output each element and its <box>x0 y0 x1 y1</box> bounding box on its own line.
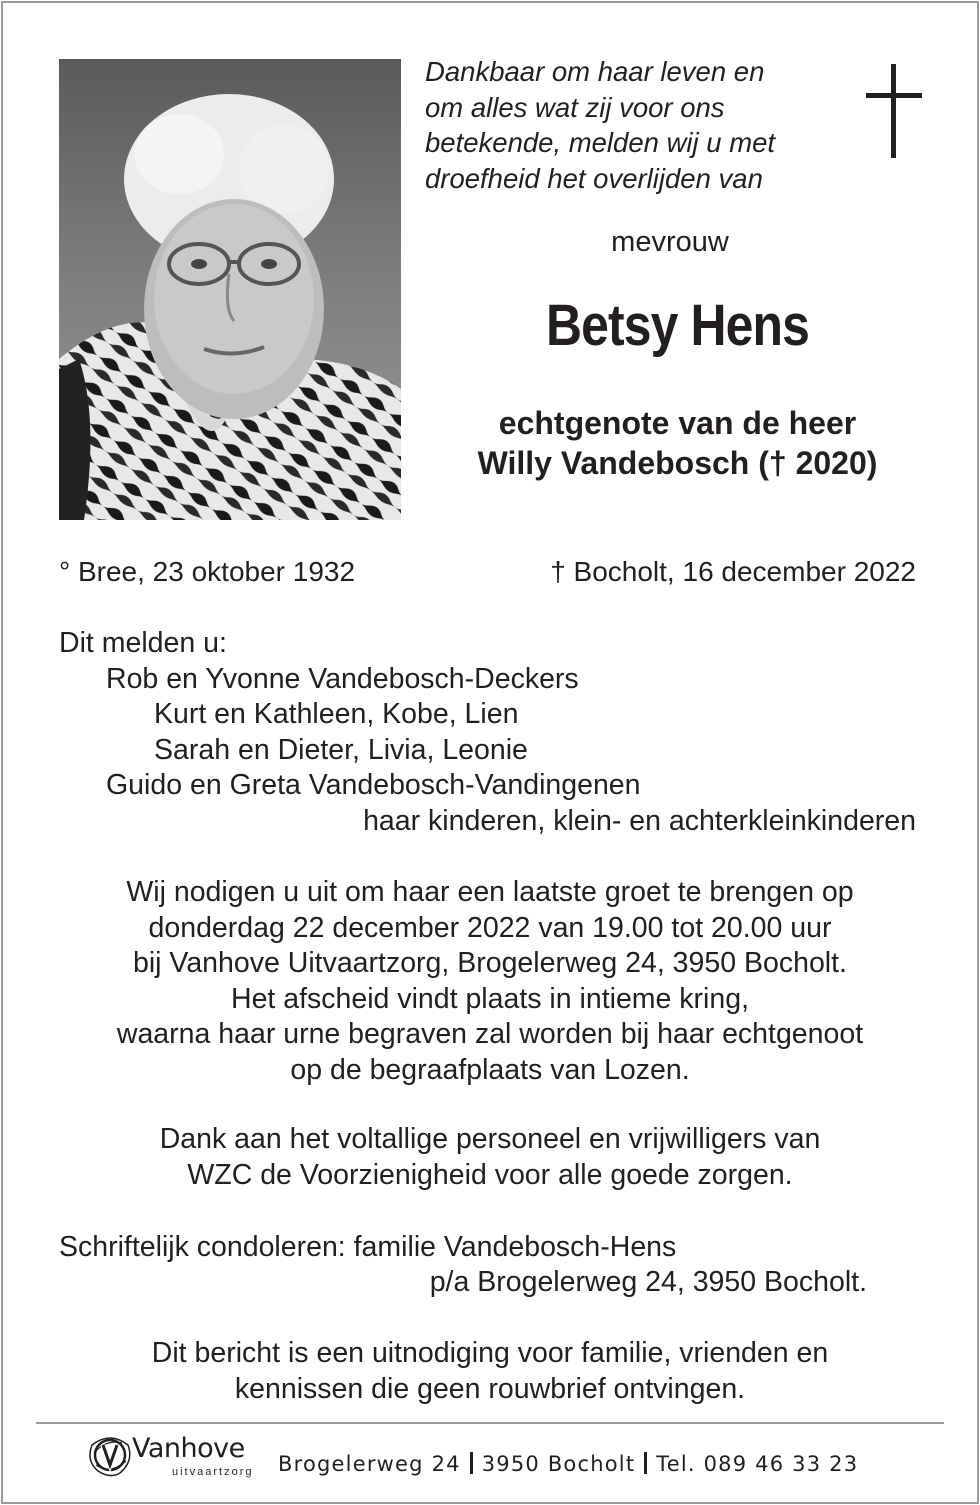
family-line: Kurt en Kathleen, Kobe, Lien <box>154 698 519 730</box>
notice-line: kennissen die geen rouwbrief ontvingen. <box>234 1372 746 1405</box>
invitation-line: waarna haar urne begraven zal worden bij haar echtgenoot <box>116 1018 864 1050</box>
invitation-text <box>40 875 940 1088</box>
intro-line: Dankbaar om haar leven en <box>425 56 765 87</box>
invitation-line: donderdag 22 december 2022 van 19.00 tot 20.00 uur <box>148 911 832 944</box>
footer-separator <box>470 1452 473 1474</box>
thanks-line: Dank aan het voltallige personeel en vrijwilligers van <box>159 1123 821 1155</box>
invitation-line: Het afscheid vindt plaats in intieme kring, <box>230 982 749 1015</box>
invitation-line: op de begraafplaats van Lozen. <box>290 1053 690 1086</box>
intro-line: droefheid het overlijden van <box>425 162 763 194</box>
portrait-illustration <box>59 59 401 520</box>
family-heading: Dit melden u: <box>59 627 227 659</box>
notice-line: Dit bericht is een uitnodiging voor familie, vrienden en <box>151 1337 829 1369</box>
death-info: † Bocholt, 16 december 2022 <box>550 556 916 587</box>
footer-phone: Tel. 089 46 33 23 <box>656 1452 859 1476</box>
portrait-photo <box>59 59 401 520</box>
condolence-line: Schriftelijk condoleren: familie Vandebosch-Hens <box>59 1231 677 1263</box>
notice-text <box>40 1336 940 1407</box>
thanks-line: WZC de Voorzienigheid voor alle goede zorgen. <box>187 1158 793 1191</box>
invitation-line: bij Vanhove Uitvaartzorg, Brogelerweg 24, 3950 Bocholt. <box>133 947 847 979</box>
intro-line: betekende, melden wij u met <box>425 127 776 158</box>
family-closing: haar kinderen, klein- en achterkleinkinderen <box>363 805 916 837</box>
cross-icon <box>866 64 922 158</box>
footer-address: Brogelerweg 24 <box>278 1452 461 1476</box>
spouse-line: echtgenote van de heer <box>498 405 857 441</box>
intro-text <box>425 54 845 196</box>
birth-info: ° Bree, 23 oktober 1932 <box>59 556 356 587</box>
deceased-name: Betsy Hens <box>545 293 810 358</box>
family-line: Guido en Greta Vandebosch-Vandingenen <box>106 769 641 801</box>
invitation-line: Wij nodigen u uit om haar een laatste groet te brengen op <box>126 876 854 908</box>
family-line: Sarah en Dieter, Livia, Leonie <box>154 734 528 766</box>
condolence-address: p/a Brogelerweg 24, 3950 Bocholt. <box>429 1266 867 1298</box>
honorific: mevrouw <box>611 226 729 258</box>
family-line: Rob en Yvonne Vandebosch-Deckers <box>106 663 579 695</box>
spouse-info <box>425 403 930 483</box>
intro-line: om alles wat zij voor ons <box>425 91 725 123</box>
logo-name: Vanhove <box>132 1433 245 1464</box>
logo-mark-icon <box>86 1431 134 1479</box>
vanhove-logo <box>86 1431 266 1481</box>
footer-separator <box>644 1452 647 1474</box>
footer-divider <box>36 1422 944 1424</box>
logo-subtitle: uitvaartzorg <box>172 1466 254 1478</box>
footer-contact <box>278 1452 858 1476</box>
footer-city: 3950 Bocholt <box>481 1452 636 1476</box>
spouse-line: Willy Vandebosch († 2020) <box>477 445 878 481</box>
thanks-text <box>40 1122 940 1193</box>
